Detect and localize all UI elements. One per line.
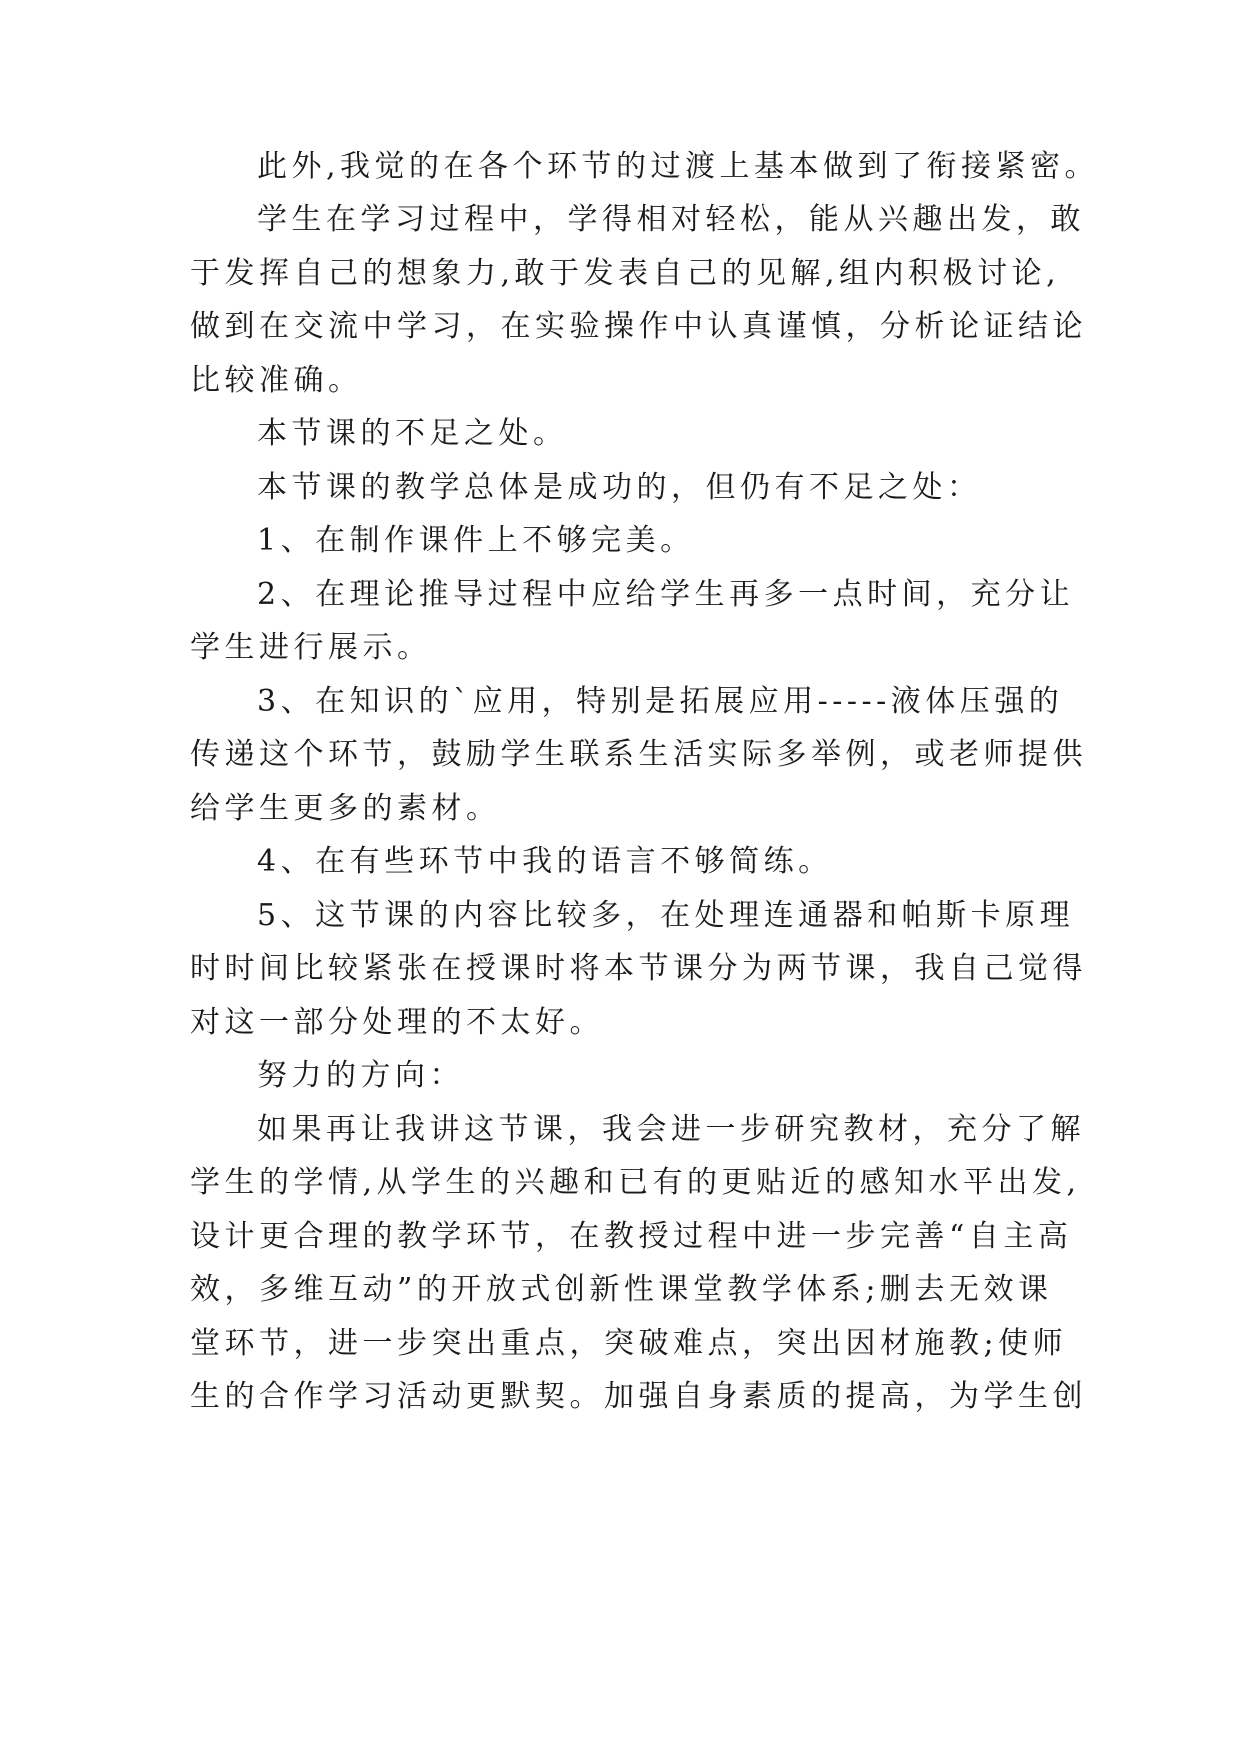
paragraph-line: 于发挥自己的想象力,敢于发表自己的见解,组内积极讨论, (190, 256, 1061, 291)
paragraph-line: 本节课的教学总体是成功的，但仍有不足之处： (257, 470, 982, 505)
paragraph-line: 设计更合理的教学环节，在教授过程中进一步完善“自主高 (190, 1219, 1073, 1254)
paragraph-line: 努力的方向： (257, 1058, 464, 1093)
paragraph-line: 4、在有些环节中我的语言不够简练。 (257, 844, 833, 879)
paragraph-line: 效，多维互动”的开放式创新性课堂教学体系;删去无效课 (190, 1272, 1053, 1307)
paragraph-line: 对这一部分处理的不太好。 (190, 1005, 604, 1040)
paragraph-line: 学生在学习过程中，学得相对轻松，能从兴趣出发，敢 (257, 202, 1085, 237)
paragraph-line: 3、在知识的`应用，特别是拓展应用-----液体压强的 (257, 684, 1064, 719)
paragraph-line: 2、在理论推导过程中应给学生再多一点时间，充分让 (257, 577, 1075, 612)
paragraph-line: 如果再让我讲这节课，我会进一步研究教材，充分了解 (257, 1112, 1085, 1147)
paragraph-line: 本节课的不足之处。 (257, 416, 568, 451)
paragraph-line: 此外,我觉的在各个环节的过渡上基本做到了衔接紧密。 (257, 149, 1100, 184)
paragraph-line: 给学生更多的素材。 (190, 791, 501, 826)
paragraph-line: 堂环节，进一步突出重点，突破难点，突出因材施教;使师 (190, 1326, 1068, 1361)
paragraph-line: 1、在制作课件上不够完美。 (257, 523, 695, 558)
paragraph-line: 5、这节课的内容比较多，在处理连通器和帕斯卡原理 (257, 898, 1075, 933)
paragraph-line: 学生进行展示。 (190, 630, 432, 665)
paragraph-line: 生的合作学习活动更默契。加强自身素质的提高，为学生创 (190, 1379, 1087, 1414)
paragraph-line: 做到在交流中学习，在实验操作中认真谨慎，分析论证结论 (190, 309, 1087, 344)
paragraph-line: 传递这个环节，鼓励学生联系生活实际多举例，或老师提供 (190, 737, 1087, 772)
paragraph-line: 比较准确。 (190, 363, 363, 398)
paragraph-line: 学生的学情,从学生的兴趣和已有的更贴近的感知水平出发, (190, 1165, 1081, 1200)
paragraph-line: 时时间比较紧张在授课时将本节课分为两节课，我自己觉得 (190, 951, 1087, 986)
